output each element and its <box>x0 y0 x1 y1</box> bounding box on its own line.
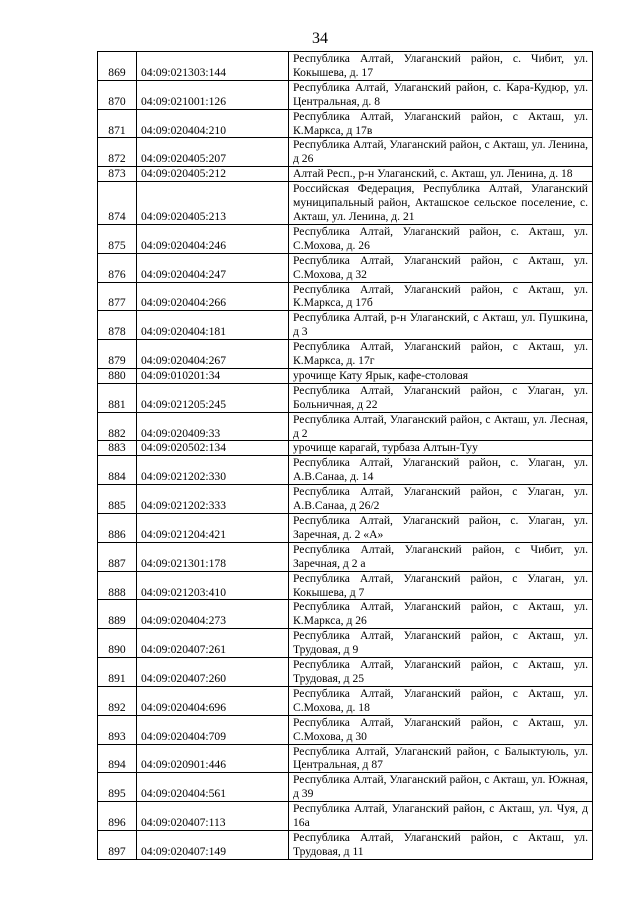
cadastral-number: 04:09:020407:149 <box>137 830 289 859</box>
table-row <box>98 167 593 182</box>
cadastral-number: 04:09:021205:245 <box>137 383 289 412</box>
row-number: 870 <box>98 80 137 109</box>
row-number: 889 <box>98 600 137 629</box>
row-number: 882 <box>98 412 137 441</box>
row-number: 876 <box>98 253 137 282</box>
address: Республика Алтай, Улаганский район, с. Чибит, ул. Кокышева, д. 17 <box>289 52 593 81</box>
address: Республика Алтай, Улаганский район, с Балыктуюль, ул. Центральная, д 87 <box>289 744 593 773</box>
address: Республика Алтай, Улаганский район, с Акташ, ул. Трудовая, д 25 <box>289 658 593 687</box>
cadastral-number: 04:09:020404:266 <box>137 282 289 311</box>
cadastral-number: 04:09:020404:709 <box>137 715 289 744</box>
row-number: 886 <box>98 514 137 543</box>
row-number: 872 <box>98 138 137 167</box>
table-row <box>98 715 593 744</box>
registry-table <box>97 51 593 860</box>
table-row <box>98 571 593 600</box>
table-row <box>98 773 593 802</box>
row-number: 895 <box>98 773 137 802</box>
table-row <box>98 456 593 485</box>
table-row <box>98 138 593 167</box>
cadastral-number: 04:09:021303:144 <box>137 52 289 81</box>
address: Республика Алтай, Улаганский район, с Акташ, ул. К.Маркса, д 26 <box>289 600 593 629</box>
cadastral-number: 04:09:020407:261 <box>137 629 289 658</box>
table-row <box>98 802 593 831</box>
registry-table-body <box>98 52 593 860</box>
cadastral-number: 04:09:020409:33 <box>137 412 289 441</box>
row-number: 888 <box>98 571 137 600</box>
cadastral-number: 04:09:020404:246 <box>137 224 289 253</box>
table-row <box>98 340 593 369</box>
address: Республика Алтай, Улаганский район, с Акташ, ул. Южная, д 39 <box>289 773 593 802</box>
cadastral-number: 04:09:020404:210 <box>137 109 289 138</box>
row-number: 880 <box>98 368 137 383</box>
table-row <box>98 109 593 138</box>
row-number: 896 <box>98 802 137 831</box>
row-number: 877 <box>98 282 137 311</box>
table-row <box>98 253 593 282</box>
table-row <box>98 600 593 629</box>
row-number: 897 <box>98 830 137 859</box>
address: Республика Алтай, Улаганский район, с Акташ, ул. Лесная, д 2 <box>289 412 593 441</box>
table-row <box>98 658 593 687</box>
cadastral-number: 04:09:020404:273 <box>137 600 289 629</box>
address: Республика Алтай, Улаганский район, с Акташ, ул. Трудовая, д 9 <box>289 629 593 658</box>
address: Республика Алтай, Улаганский район, с Акташ, ул. С.Мохова, д 32 <box>289 253 593 282</box>
page-number: 34 <box>312 30 328 47</box>
table-row <box>98 412 593 441</box>
table-row <box>98 514 593 543</box>
row-number: 869 <box>98 52 137 81</box>
table-row <box>98 485 593 514</box>
table-row <box>98 744 593 773</box>
cadastral-number: 04:09:021202:330 <box>137 456 289 485</box>
table-row <box>98 52 593 81</box>
row-number: 871 <box>98 109 137 138</box>
address: Республика Алтай, Улаганский район, с Акташ, ул. К.Маркса, д 17в <box>289 109 593 138</box>
row-number: 881 <box>98 383 137 412</box>
cadastral-number: 04:09:020404:247 <box>137 253 289 282</box>
row-number: 887 <box>98 542 137 571</box>
address: Республика Алтай, Улаганский район, с Акташ, ул. Трудовая, д 11 <box>289 830 593 859</box>
cadastral-number: 04:09:021301:178 <box>137 542 289 571</box>
cadastral-number: 04:09:020901:446 <box>137 744 289 773</box>
table-row <box>98 830 593 859</box>
address: Российская Федерация, Республика Алтай, Улаганский муниципальный район, Акташское сельское поселение, с. Акташ, ул. Ленина, д. 21 <box>289 182 593 225</box>
row-number: 894 <box>98 744 137 773</box>
table-row <box>98 224 593 253</box>
cadastral-number: 04:09:020407:113 <box>137 802 289 831</box>
address: Республика Алтай, Улаганский район, с Акташ, ул. К.Маркса, д 17б <box>289 282 593 311</box>
address: урочище карагай, турбаза Алтын-Туу <box>289 441 593 456</box>
address: Республика Алтай, Улаганский район, с Улаган, ул. Кокышева, д 7 <box>289 571 593 600</box>
cadastral-number: 04:09:020407:260 <box>137 658 289 687</box>
table-row <box>98 182 593 225</box>
cadastral-number: 04:09:021203:410 <box>137 571 289 600</box>
address: Республика Алтай, р-н Улаганский, с Акташ, ул. Пушкина, д 3 <box>289 311 593 340</box>
row-number: 893 <box>98 715 137 744</box>
table-row <box>98 80 593 109</box>
address: Республика Алтай, Улаганский район, с Акташ, ул. С.Мохова, д 30 <box>289 715 593 744</box>
table-row <box>98 311 593 340</box>
row-number: 874 <box>98 182 137 225</box>
cadastral-number: 04:09:020405:213 <box>137 182 289 225</box>
cadastral-number: 04:09:020404:267 <box>137 340 289 369</box>
table-row <box>98 383 593 412</box>
address: Алтай Респ., р-н Улаганский, с. Акташ, ул. Ленина, д. 18 <box>289 167 593 182</box>
address: урочище Кату Ярык, кафе-столовая <box>289 368 593 383</box>
table-row <box>98 542 593 571</box>
cadastral-number: 04:09:020502:134 <box>137 441 289 456</box>
cadastral-number: 04:09:010201:34 <box>137 368 289 383</box>
row-number: 890 <box>98 629 137 658</box>
cadastral-number: 04:09:021001:126 <box>137 80 289 109</box>
row-number: 873 <box>98 167 137 182</box>
row-number: 878 <box>98 311 137 340</box>
address: Республика Алтай, Улаганский район, с. Акташ, ул. С.Мохова, д. 26 <box>289 224 593 253</box>
address: Республика Алтай, Улаганский район, с. Кара-Кудюр, ул. Центральная, д. 8 <box>289 80 593 109</box>
address: Республика Алтай, Улаганский район, с Улаган, ул. А.В.Санаа, д 26/2 <box>289 485 593 514</box>
row-number: 879 <box>98 340 137 369</box>
cadastral-number: 04:09:021204:421 <box>137 514 289 543</box>
address: Республика Алтай, Улаганский район, с Акташ, ул. Ленина, д 26 <box>289 138 593 167</box>
address: Республика Алтай, Улаганский район, с. Улаган, ул. Заречная, д. 2 «А» <box>289 514 593 543</box>
address: Республика Алтай, Улаганский район, с Чибит, ул. Заречная, д 2 а <box>289 542 593 571</box>
address: Республика Алтай, Улаганский район, с Акташ, ул. С.Мохова, д. 18 <box>289 686 593 715</box>
cadastral-number: 04:09:020404:181 <box>137 311 289 340</box>
row-number: 892 <box>98 686 137 715</box>
row-number: 883 <box>98 441 137 456</box>
table-row <box>98 441 593 456</box>
table-row <box>98 368 593 383</box>
address: Республика Алтай, Улаганский район, с Акташ, ул. Чуя, д 16а <box>289 802 593 831</box>
row-number: 885 <box>98 485 137 514</box>
address: Республика Алтай, Улаганский район, с. Улаган, ул. А.В.Санаа, д. 14 <box>289 456 593 485</box>
row-number: 875 <box>98 224 137 253</box>
table-row <box>98 686 593 715</box>
table-row <box>98 282 593 311</box>
address: Республика Алтай, Улаганский район, с Акташ, ул. К.Маркса, д. 17г <box>289 340 593 369</box>
row-number: 884 <box>98 456 137 485</box>
cadastral-number: 04:09:020404:561 <box>137 773 289 802</box>
row-number: 891 <box>98 658 137 687</box>
table-row <box>98 629 593 658</box>
cadastral-number: 04:09:021202:333 <box>137 485 289 514</box>
cadastral-number: 04:09:020405:207 <box>137 138 289 167</box>
cadastral-number: 04:09:020404:696 <box>137 686 289 715</box>
address: Республика Алтай, Улаганский район, с Улаган, ул. Больничная, д 22 <box>289 383 593 412</box>
cadastral-number: 04:09:020405:212 <box>137 167 289 182</box>
